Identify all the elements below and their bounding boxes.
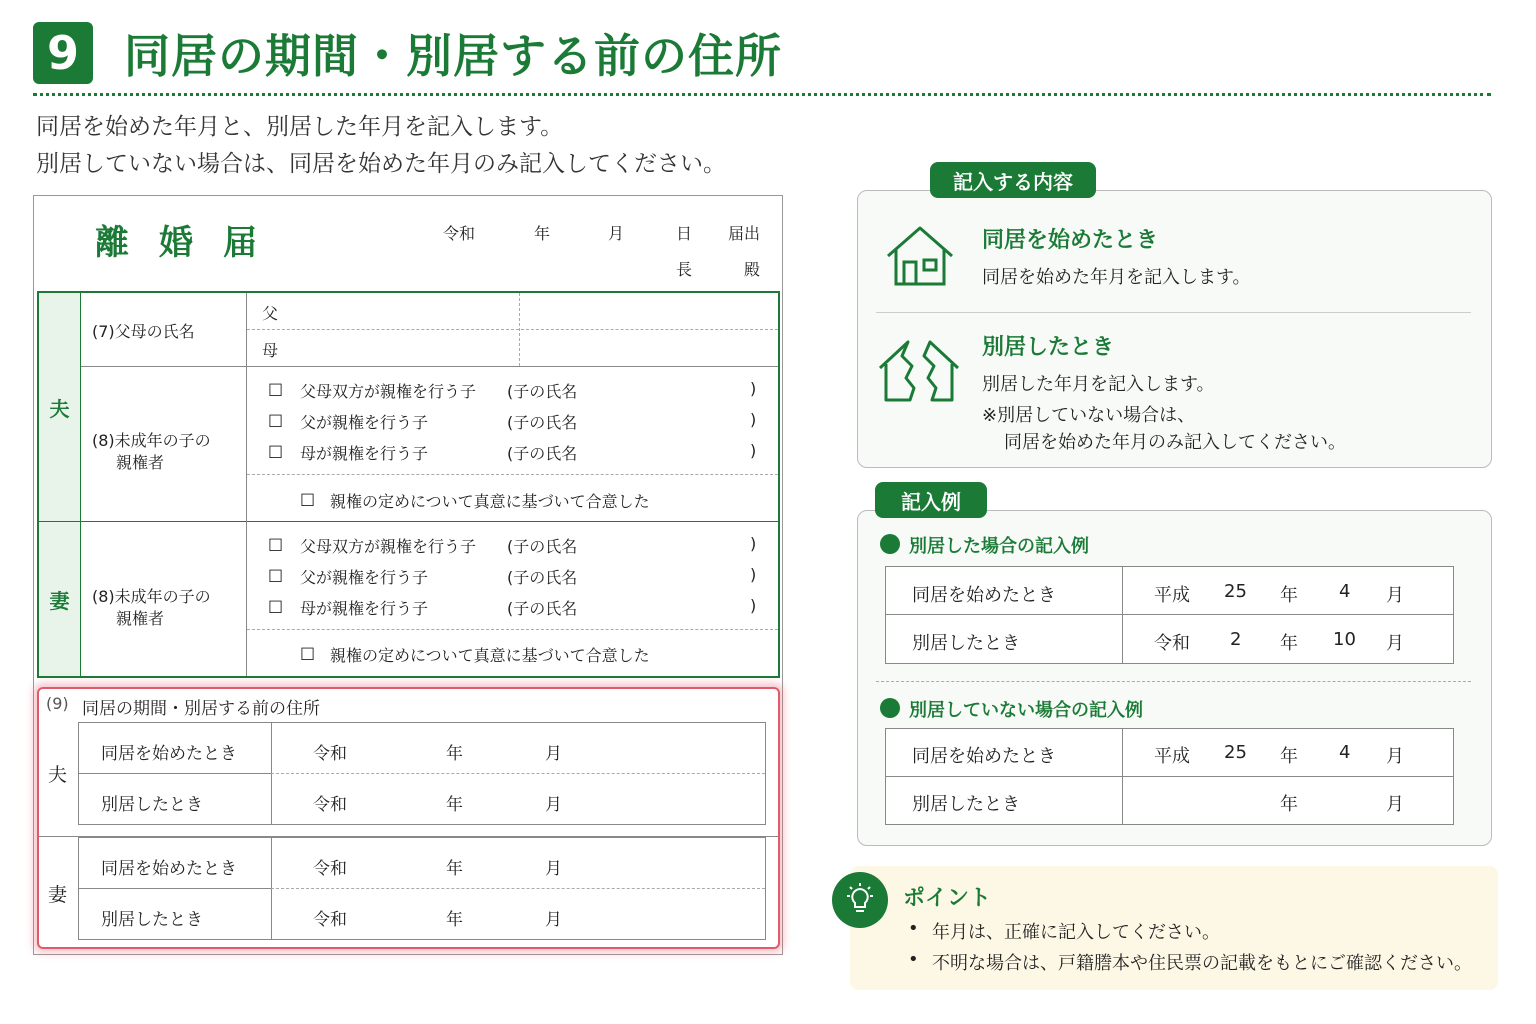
husband-opt-father-checkbox[interactable]: □ bbox=[268, 410, 284, 429]
husband-opt-both-close: ) bbox=[750, 379, 757, 398]
wife-opt-father-checkbox[interactable]: □ bbox=[268, 565, 284, 584]
example-2-sep-year: 年 bbox=[1280, 794, 1298, 815]
husband-opt-father-close: ) bbox=[750, 410, 757, 429]
husband-agree-checkbox[interactable]: □ bbox=[300, 489, 316, 508]
sec9-husband-start-label: 同居を始めたとき bbox=[101, 744, 237, 764]
sec9-wife-start-label: 同居を始めたとき bbox=[101, 859, 237, 879]
example-1-sep-label: 別居したとき bbox=[912, 633, 1020, 654]
sec9-wife-label: 妻 bbox=[48, 884, 68, 906]
example-1-start-month: 月 bbox=[1386, 585, 1404, 606]
example-2-heading: 別居していない場合の記入例 bbox=[909, 700, 1143, 721]
sec9-wife-sep-era[interactable]: 令和 bbox=[313, 910, 347, 930]
example-1-start-era: 平成 bbox=[1154, 585, 1190, 606]
sec9-husband-start-year[interactable]: 年 bbox=[446, 744, 463, 764]
form-dono-label: 殿 bbox=[744, 260, 761, 279]
example-1-heading: 別居した場合の記入例 bbox=[909, 536, 1089, 557]
wife-custody-label-2: 親権者 bbox=[116, 609, 165, 628]
husband-agree-divider bbox=[247, 474, 778, 475]
sec9-husband-start-era[interactable]: 令和 bbox=[313, 744, 347, 764]
wife-opt-mother-child: (子の氏名 bbox=[507, 599, 578, 618]
husband-custody-label-1: (8)未成年の子の bbox=[92, 431, 211, 450]
form-date-day: 日 bbox=[676, 224, 693, 243]
husband-opt-mother-checkbox[interactable]: □ bbox=[268, 441, 284, 460]
point-bullet-2: 不明な場合は、戸籍謄本や住民票の記載をもとにご確認ください。 bbox=[932, 953, 1472, 974]
wife-opt-father-label: 父が親権を行う子 bbox=[300, 568, 429, 587]
example-2-sep-month: 月 bbox=[1386, 794, 1404, 815]
parents-vdash-divider bbox=[519, 293, 520, 366]
example-2-start-y-val: 25 bbox=[1224, 742, 1247, 763]
sec9-husband-sep-era[interactable]: 令和 bbox=[313, 795, 347, 815]
example-panel-pill: 記入例 bbox=[875, 482, 987, 518]
house-icon bbox=[884, 222, 956, 292]
content-sep-note-1: ※別居していない場合は、 bbox=[982, 405, 1196, 426]
sec9-wife-sep-label: 別居したとき bbox=[101, 910, 203, 930]
content-start-body: 同居を始めた年月を記入します。 bbox=[982, 267, 1251, 288]
wife-opt-mother-checkbox[interactable]: □ bbox=[268, 596, 284, 615]
example-2-sep-label: 別居したとき bbox=[912, 794, 1020, 815]
parents-row-divider bbox=[81, 366, 778, 367]
sec9-husband-label: 夫 bbox=[48, 764, 68, 786]
example-1-start-m-val: 4 bbox=[1339, 581, 1351, 602]
husband-agree-label: 親権の定めについて真意に基づいて合意した bbox=[330, 492, 650, 511]
example-1-sep-era: 令和 bbox=[1154, 633, 1190, 654]
example-1-bullet bbox=[880, 534, 900, 554]
section-9-number: (9) bbox=[46, 694, 69, 713]
example-divider bbox=[876, 681, 1471, 682]
form-date-era: 令和 bbox=[443, 224, 476, 243]
wife-opt-father-close: ) bbox=[750, 565, 757, 584]
content-sep-heading: 別居したとき bbox=[982, 335, 1115, 360]
husband-opt-mother-label: 母が親権を行う子 bbox=[300, 444, 429, 463]
section-9-title: 同居の期間・別居する前の住所 bbox=[82, 699, 320, 719]
sec9-husband-row-divider bbox=[271, 773, 765, 774]
husband-opt-father-child: (子の氏名 bbox=[507, 413, 578, 432]
wife-agree-checkbox[interactable]: □ bbox=[300, 643, 316, 662]
point-bullet-1-dot: • bbox=[908, 918, 919, 939]
sec9-wife-start-era[interactable]: 令和 bbox=[313, 859, 347, 879]
wife-opt-father-child: (子の氏名 bbox=[507, 568, 578, 587]
sec9-husband-sep-year[interactable]: 年 bbox=[446, 795, 463, 815]
husband-opt-father-label: 父が親権を行う子 bbox=[300, 413, 429, 432]
content-start-heading: 同居を始めたとき bbox=[982, 228, 1159, 253]
example-2-start-m-val: 4 bbox=[1339, 742, 1351, 763]
intro-line-2: 別居していない場合は、同居を始めた年月のみ記入してください。 bbox=[36, 151, 726, 177]
parents-dash-divider bbox=[247, 329, 778, 330]
example-1-sep-m-val: 10 bbox=[1333, 629, 1356, 650]
example-2-start-month: 月 bbox=[1386, 746, 1404, 767]
wife-opt-mother-label: 母が親権を行う子 bbox=[300, 599, 429, 618]
content-panel-divider bbox=[876, 312, 1471, 313]
husband-opt-mother-child: (子の氏名 bbox=[507, 444, 578, 463]
example-2-row-divider bbox=[886, 776, 1453, 777]
form-date-year: 年 bbox=[534, 224, 551, 243]
sec9-husband-sep-month[interactable]: 月 bbox=[545, 795, 562, 815]
example-1-sep-year: 年 bbox=[1280, 633, 1298, 654]
content-sep-note-2: 同居を始めた年月のみ記入してください。 bbox=[1004, 432, 1346, 453]
form-chief-label: 長 bbox=[676, 260, 693, 279]
intro-line-1: 同居を始めた年月と、別居した年月を記入します。 bbox=[36, 114, 564, 140]
parents-name-label: (7)父母の氏名 bbox=[92, 322, 195, 341]
wife-agree-label: 親権の定めについて真意に基づいて合意した bbox=[330, 646, 650, 665]
husband-opt-both-child: (子の氏名 bbox=[507, 382, 578, 401]
wife-custody-label-1: (8)未成年の子の bbox=[92, 587, 211, 606]
sec9-husband-start-month[interactable]: 月 bbox=[545, 744, 562, 764]
example-1-sep-y-val: 2 bbox=[1230, 629, 1242, 650]
sec9-wife-start-month[interactable]: 月 bbox=[545, 859, 562, 879]
husband-opt-both-label: 父母双方が親権を行う子 bbox=[300, 382, 477, 401]
example-1-start-y-val: 25 bbox=[1224, 581, 1247, 602]
example-1-row-divider bbox=[886, 614, 1453, 615]
husband-side-cell: 夫 bbox=[39, 293, 81, 521]
sec9-wife-start-year[interactable]: 年 bbox=[446, 859, 463, 879]
form-date-month: 月 bbox=[608, 224, 625, 243]
wife-opt-both-close: ) bbox=[750, 534, 757, 553]
father-label: 父 bbox=[262, 304, 279, 323]
example-2-start-era: 平成 bbox=[1154, 746, 1190, 767]
lightbulb-icon bbox=[832, 872, 888, 928]
content-panel-pill: 記入する内容 bbox=[930, 162, 1096, 198]
mother-label: 母 bbox=[262, 341, 279, 360]
sec9-wife-sep-year[interactable]: 年 bbox=[446, 910, 463, 930]
title-divider bbox=[33, 93, 1491, 96]
split-house-icon bbox=[878, 334, 960, 408]
page-title: 同居の期間・別居する前の住所 bbox=[124, 29, 782, 83]
example-1-start-label: 同居を始めたとき bbox=[912, 585, 1056, 606]
example-2-start-year: 年 bbox=[1280, 746, 1298, 767]
form-submit-label: 届出 bbox=[728, 224, 761, 243]
wife-opt-mother-close: ) bbox=[750, 596, 757, 615]
husband-opt-both-checkbox[interactable]: □ bbox=[268, 379, 284, 398]
sec9-husband-label-divider bbox=[79, 773, 271, 774]
husband-wife-divider bbox=[39, 521, 778, 522]
sec9-wife-row-divider bbox=[271, 888, 765, 889]
wife-agree-divider bbox=[247, 629, 778, 630]
point-bullet-1: 年月は、正確に記入してください。 bbox=[932, 922, 1220, 943]
point-bullet-2-dot: • bbox=[908, 949, 919, 970]
sec9-husband-sep-label: 別居したとき bbox=[101, 795, 203, 815]
sec9-wife-sep-month[interactable]: 月 bbox=[545, 910, 562, 930]
example-2-bullet bbox=[880, 698, 900, 718]
husband-custody-label-2: 親権者 bbox=[116, 453, 165, 472]
example-1-col-divider bbox=[1122, 567, 1123, 663]
form-title: 離婚届 bbox=[95, 223, 287, 263]
sec9-wife-label-divider bbox=[79, 888, 271, 889]
example-1-start-year: 年 bbox=[1280, 585, 1298, 606]
label-column-divider bbox=[246, 293, 247, 676]
wife-opt-both-label: 父母双方が親権を行う子 bbox=[300, 537, 477, 556]
point-heading: ポイント bbox=[903, 886, 992, 911]
section-number-badge: 9 bbox=[33, 22, 93, 84]
wife-side-cell: 妻 bbox=[39, 522, 81, 676]
wife-opt-both-child: (子の氏名 bbox=[507, 537, 578, 556]
husband-opt-mother-close: ) bbox=[750, 441, 757, 460]
example-2-start-label: 同居を始めたとき bbox=[912, 746, 1056, 767]
example-1-sep-month: 月 bbox=[1386, 633, 1404, 654]
wife-opt-both-checkbox[interactable]: □ bbox=[268, 534, 284, 553]
content-sep-body: 別居した年月を記入します。 bbox=[982, 374, 1215, 395]
